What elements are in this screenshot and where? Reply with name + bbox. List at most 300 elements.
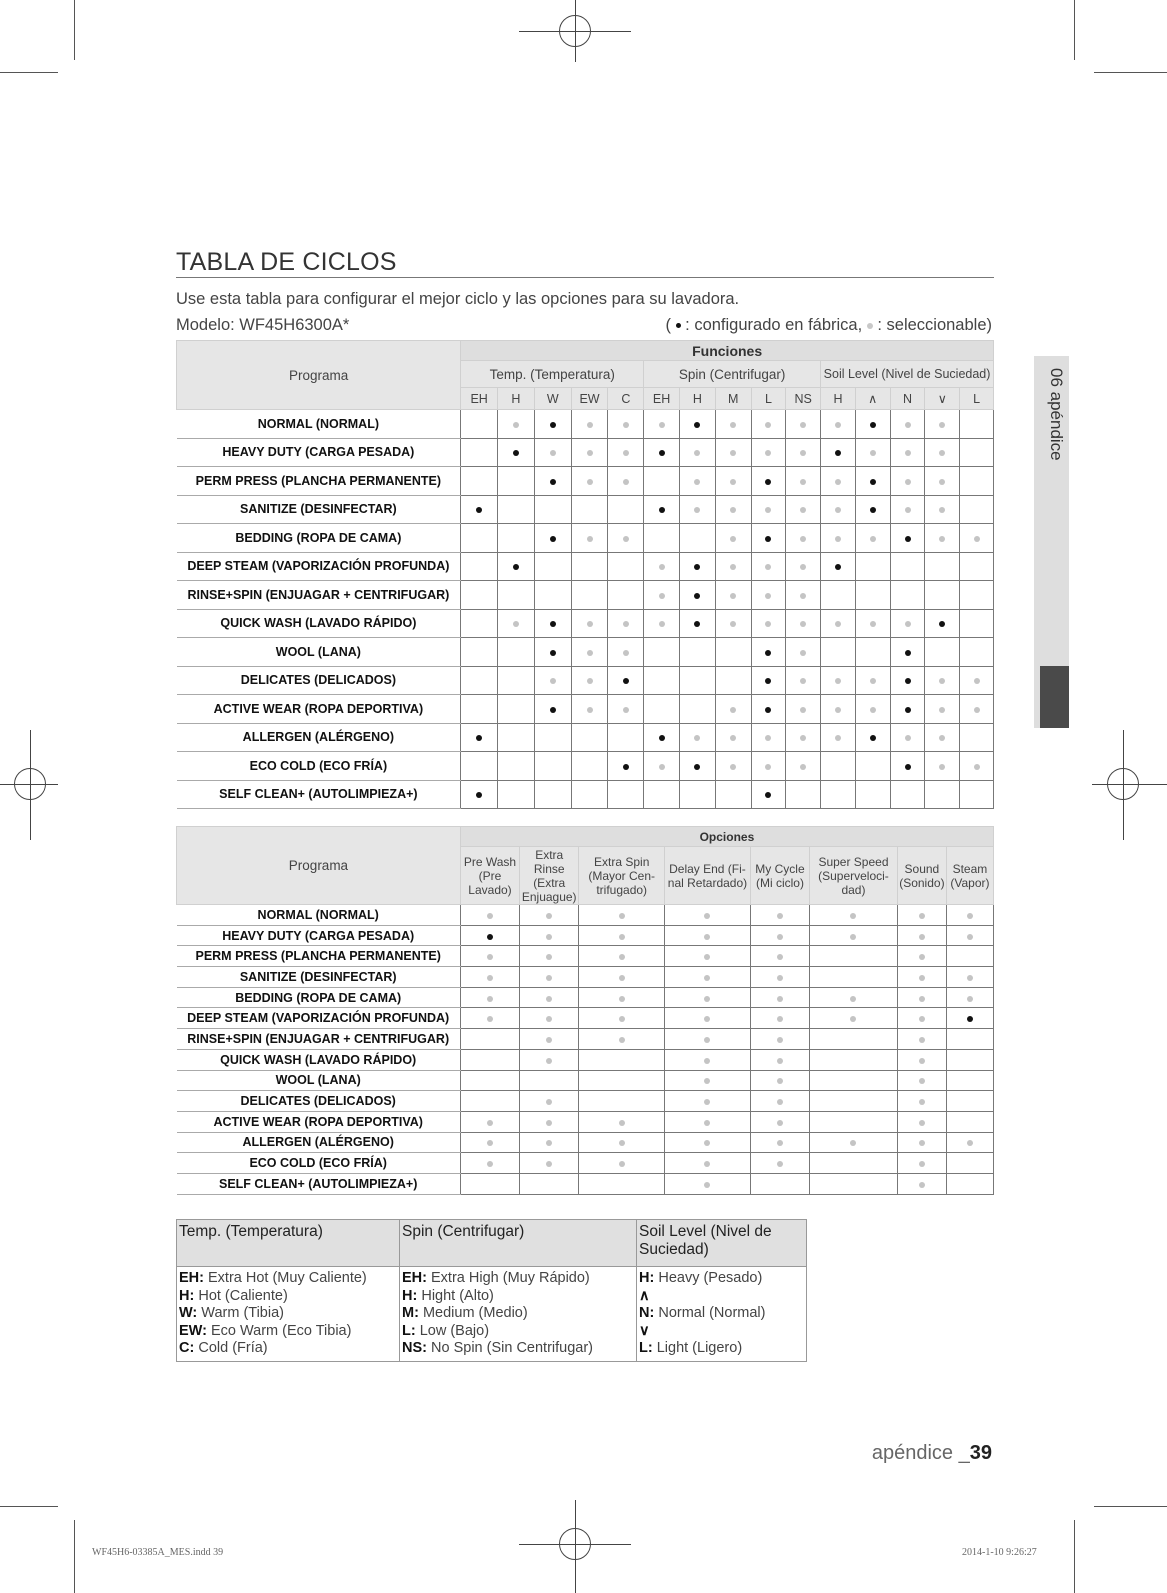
selectable-dot-icon: [546, 913, 552, 919]
option-cell: [750, 946, 809, 967]
abbr-meaning: Eco Warm (Eco Tibia): [206, 1322, 352, 1339]
page-number: [872, 1442, 992, 1465]
function-cell: [644, 524, 680, 553]
selectable-dot-icon: [777, 1058, 783, 1064]
abbr-code: M:: [402, 1305, 419, 1321]
function-cell: [498, 723, 535, 752]
function-cell: [571, 581, 608, 610]
intro-text: Use esta tabla para configurar el mejor ciclo y las opciones para su lavadora.: [176, 290, 740, 308]
selectable-dot-icon: [619, 1120, 625, 1126]
selectable-dot-icon: [974, 678, 980, 684]
selectable-dot-icon: [546, 1120, 552, 1126]
function-cell: [680, 552, 716, 581]
function-cell: [751, 695, 786, 724]
selectable-dot-icon: [587, 650, 593, 656]
function-cell: [890, 752, 925, 781]
selectable-dot-icon: [730, 621, 736, 627]
model-text: Modelo: WF45H6300A*: [176, 316, 350, 334]
factory-dot-icon: [939, 621, 945, 627]
selectable-dot-icon: [919, 1161, 925, 1167]
program-name: DEEP STEAM (VAPORIZACIÓN PROFUNDA): [177, 1008, 461, 1029]
function-cell: [571, 438, 608, 467]
function-cell: [534, 723, 571, 752]
function-cell: [461, 552, 498, 581]
selectable-dot-icon: [800, 764, 806, 770]
function-cell: [925, 467, 960, 496]
legend-select-text: : seleccionable): [872, 316, 992, 334]
selectable-dot-icon: [546, 1037, 552, 1043]
factory-dot-icon: [694, 764, 700, 770]
function-cell: [751, 552, 786, 581]
function-cell: [821, 752, 856, 781]
selectable-dot-icon: [487, 1016, 493, 1022]
factory-dot-icon: [870, 507, 876, 513]
table-row: [177, 987, 994, 1008]
selectable-dot-icon: [623, 479, 629, 485]
function-cell: [786, 495, 821, 524]
factory-dot-icon: [905, 707, 911, 713]
selectable-dot-icon: [765, 735, 771, 741]
option-cell: [897, 905, 946, 926]
option-cell: [665, 946, 751, 967]
table-row: [177, 752, 994, 781]
function-cell: [644, 495, 680, 524]
selectable-dot-icon: [694, 479, 700, 485]
selectable-dot-icon: [704, 1037, 710, 1043]
function-cell: [680, 410, 716, 439]
function-cell: [855, 695, 890, 724]
function-cell: [786, 638, 821, 667]
option-cell: [897, 1132, 946, 1153]
abbr-code: ∧: [639, 1287, 650, 1304]
function-cell: [715, 752, 751, 781]
function-cell: [786, 666, 821, 695]
option-cell: [579, 1132, 665, 1153]
option-cell: [665, 1132, 751, 1153]
function-cell: [571, 410, 608, 439]
factory-dot-icon: [905, 678, 911, 684]
function-cell: [644, 752, 680, 781]
selectable-dot-icon: [939, 450, 945, 456]
option-cell: [897, 987, 946, 1008]
function-cell: [751, 638, 786, 667]
function-cell: [751, 524, 786, 553]
selectable-dot-icon: [919, 1120, 925, 1126]
table-row: [177, 1132, 994, 1153]
abbr-header-soil: Soil Level (Nivel de Suciedad): [637, 1220, 807, 1267]
function-cell: [534, 495, 571, 524]
abbr-header-temp: Temp. (Temperatura): [177, 1220, 400, 1267]
option-cell: [750, 1153, 809, 1174]
function-cell: [925, 609, 960, 638]
selectable-dot-icon: [694, 735, 700, 741]
selectable-dot-icon: [487, 954, 493, 960]
function-cell: [715, 524, 751, 553]
selectable-dot-icon: [800, 707, 806, 713]
option-cell: [579, 967, 665, 988]
selectable-dot-icon: [704, 1078, 710, 1084]
abbr-entry: [402, 1323, 634, 1341]
group-header-soil: Soil Level (Nivel de Suciedad): [821, 361, 994, 388]
function-cell: [715, 666, 751, 695]
function-cell: [534, 581, 571, 610]
function-cell: [534, 524, 571, 553]
function-cell: [890, 666, 925, 695]
selectable-dot-icon: [967, 1140, 973, 1146]
crop-mark: [1074, 0, 1075, 60]
option-cell: [520, 1132, 579, 1153]
abbr-entry: [179, 1288, 397, 1306]
abbreviation-table: [176, 1219, 807, 1362]
option-cell: [946, 905, 993, 926]
function-cell: [644, 780, 680, 809]
function-cell: [608, 495, 644, 524]
table-row: [177, 638, 994, 667]
option-column-header: Sound (Sonido): [897, 847, 946, 905]
selectable-dot-icon: [659, 593, 665, 599]
selectable-dot-icon: [730, 593, 736, 599]
selectable-dot-icon: [850, 996, 856, 1002]
crop-mark: [74, 0, 75, 60]
abbr-soil-list: [637, 1267, 807, 1362]
registration-mark: [0, 784, 58, 785]
selectable-dot-icon: [546, 1016, 552, 1022]
abbr-entry: [402, 1288, 634, 1306]
factory-dot-icon: [694, 593, 700, 599]
function-column-header: C: [608, 388, 644, 410]
function-cell: [608, 552, 644, 581]
selectable-dot-icon: [659, 422, 665, 428]
function-cell: [960, 495, 994, 524]
selectable-dot-icon: [905, 422, 911, 428]
function-cell: [461, 666, 498, 695]
table-row: [177, 1029, 994, 1050]
function-cell: [786, 524, 821, 553]
table-row: [177, 925, 994, 946]
option-cell: [946, 1091, 993, 1112]
selectable-dot-icon: [939, 678, 945, 684]
function-cell: [608, 609, 644, 638]
function-column-header: H: [821, 388, 856, 410]
selectable-dot-icon: [587, 422, 593, 428]
factory-dot-icon: [659, 735, 665, 741]
selectable-dot-icon: [850, 1140, 856, 1146]
program-name: ECO COLD (ECO FRÍA): [177, 1153, 461, 1174]
option-cell: [810, 1049, 898, 1070]
selectable-dot-icon: [835, 707, 841, 713]
option-cell: [460, 1070, 519, 1091]
option-cell: [665, 1111, 751, 1132]
abbr-entry: [402, 1340, 634, 1358]
selectable-dot-icon: [800, 650, 806, 656]
option-cell: [897, 967, 946, 988]
function-cell: [960, 638, 994, 667]
factory-dot-icon: [765, 792, 771, 798]
option-cell: [460, 946, 519, 967]
function-column-header: EH: [461, 388, 498, 410]
option-cell: [460, 1111, 519, 1132]
option-cell: [520, 905, 579, 926]
program-name: BEDDING (ROPA DE CAMA): [177, 987, 461, 1008]
selectable-dot-icon: [850, 1016, 856, 1022]
selectable-dot-icon: [800, 479, 806, 485]
program-name: DELICATES (DELICADOS): [177, 1091, 461, 1112]
function-cell: [751, 410, 786, 439]
selectable-dot-icon: [704, 1058, 710, 1064]
function-cell: [498, 438, 535, 467]
crop-mark: [1074, 1520, 1075, 1593]
option-cell: [579, 1049, 665, 1070]
selectable-dot-icon: [765, 422, 771, 428]
function-cell: [960, 780, 994, 809]
function-cell: [680, 638, 716, 667]
dot-legend: [665, 316, 992, 335]
function-cell: [571, 666, 608, 695]
option-cell: [460, 1049, 519, 1070]
abbr-meaning: Cold (Fría): [194, 1340, 268, 1356]
option-cell: [810, 1008, 898, 1029]
function-cell: [644, 666, 680, 695]
abbr-entry: [639, 1270, 804, 1288]
abbr-entry: [639, 1340, 804, 1358]
function-cell: [680, 467, 716, 496]
function-cell: [715, 495, 751, 524]
selectable-dot-icon: [730, 507, 736, 513]
abbr-meaning: Heavy (Pesado): [654, 1270, 763, 1286]
function-cell: [715, 438, 751, 467]
selectable-dot-icon: [513, 621, 519, 627]
option-cell: [810, 925, 898, 946]
function-cell: [608, 752, 644, 781]
function-cell: [644, 638, 680, 667]
option-cell: [460, 1029, 519, 1050]
option-cell: [946, 987, 993, 1008]
table-row: [177, 467, 994, 496]
selectable-dot-icon: [919, 1016, 925, 1022]
function-cell: [960, 723, 994, 752]
crop-mark: [0, 72, 58, 73]
function-cell: [855, 438, 890, 467]
selectable-dot-icon: [835, 735, 841, 741]
function-cell: [890, 609, 925, 638]
selectable-dot-icon: [730, 735, 736, 741]
option-cell: [520, 1153, 579, 1174]
table-row: [177, 581, 994, 610]
function-cell: [680, 780, 716, 809]
abbr-header-spin: Spin (Centrifugar): [400, 1220, 637, 1267]
function-cell: [960, 695, 994, 724]
abbr-spin-list: [400, 1267, 637, 1362]
abbr-code: EW:: [179, 1322, 207, 1339]
selectable-dot-icon: [800, 564, 806, 570]
option-cell: [665, 905, 751, 926]
factory-dot-icon: [550, 707, 556, 713]
selectable-dot-icon: [546, 1140, 552, 1146]
program-name: WOOL (LANA): [177, 1070, 461, 1091]
factory-dot-icon: [835, 450, 841, 456]
selectable-dot-icon: [919, 1058, 925, 1064]
function-cell: [751, 581, 786, 610]
option-cell: [579, 1008, 665, 1029]
option-cell: [750, 1008, 809, 1029]
selectable-dot-icon: [800, 735, 806, 741]
option-column-header: Extra Rinse (Extra Enjuague): [520, 847, 579, 905]
option-cell: [897, 946, 946, 967]
table-row: [177, 723, 994, 752]
table-row: [177, 609, 994, 638]
function-cell: [680, 581, 716, 610]
function-cell: [534, 666, 571, 695]
program-name: BEDDING (ROPA DE CAMA): [177, 524, 461, 553]
function-column-header: NS: [786, 388, 821, 410]
factory-dot-icon: [476, 507, 482, 513]
function-cell: [534, 780, 571, 809]
selectable-dot-icon: [546, 934, 552, 940]
function-cell: [644, 695, 680, 724]
function-cell: [960, 609, 994, 638]
selectable-dot-icon: [546, 1099, 552, 1105]
function-cell: [644, 410, 680, 439]
abbr-entry: [179, 1270, 397, 1288]
selectable-dot-icon: [765, 593, 771, 599]
option-cell: [520, 1070, 579, 1091]
footer-file: WF45H6-03385A_MES.indd 39: [92, 1547, 224, 1558]
option-cell: [665, 1070, 751, 1091]
option-cell: [520, 967, 579, 988]
function-column-header: H: [498, 388, 535, 410]
function-cell: [534, 638, 571, 667]
group-header-spin: Spin (Centrifugar): [644, 361, 821, 388]
option-cell: [579, 905, 665, 926]
option-cell: [946, 1173, 993, 1194]
selectable-dot-icon: [623, 707, 629, 713]
function-column-header: L: [751, 388, 786, 410]
function-cell: [890, 638, 925, 667]
function-cell: [571, 723, 608, 752]
function-cell: [461, 638, 498, 667]
selectable-dot-icon: [777, 1140, 783, 1146]
abbr-meaning: Extra High (Muy Rápido): [426, 1270, 590, 1286]
option-cell: [520, 1029, 579, 1050]
function-cell: [925, 780, 960, 809]
option-cell: [665, 1008, 751, 1029]
option-cell: [750, 925, 809, 946]
section-tab-label: 06 apéndice: [1047, 368, 1066, 461]
selectable-dot-icon: [777, 954, 783, 960]
factory-dot-icon: [659, 450, 665, 456]
program-name: SANITIZE (DESINFECTAR): [177, 495, 461, 524]
option-cell: [810, 905, 898, 926]
option-cell: [750, 1132, 809, 1153]
option-cell: [750, 1029, 809, 1050]
option-cell: [520, 925, 579, 946]
selectable-dot-icon: [777, 1120, 783, 1126]
selectable-dot-icon: [487, 996, 493, 1002]
program-name: SELF CLEAN+ (AUTOLIMPIEZA+): [177, 780, 461, 809]
function-cell: [925, 666, 960, 695]
option-cell: [460, 1153, 519, 1174]
legend-factory-text: : configurado en fábrica,: [680, 316, 867, 334]
table-row: [177, 552, 994, 581]
abbr-code: H:: [402, 1287, 418, 1304]
selectable-dot-icon: [919, 975, 925, 981]
selectable-dot-icon: [919, 996, 925, 1002]
registration-mark: [575, 0, 576, 62]
function-cell: [534, 410, 571, 439]
selectable-dot-icon: [730, 479, 736, 485]
function-cell: [855, 495, 890, 524]
option-cell: [579, 1091, 665, 1112]
function-cell: [890, 552, 925, 581]
function-cell: [960, 581, 994, 610]
function-cell: [890, 410, 925, 439]
program-name: ACTIVE WEAR (ROPA DEPORTIVA): [177, 695, 461, 724]
function-cell: [786, 695, 821, 724]
selectable-dot-icon: [623, 621, 629, 627]
table-row: [177, 1049, 994, 1070]
abbr-code: W:: [179, 1305, 198, 1321]
selectable-dot-icon: [800, 593, 806, 599]
selectable-dot-icon: [730, 536, 736, 542]
function-cell: [890, 695, 925, 724]
function-cell: [890, 780, 925, 809]
function-cell: [786, 752, 821, 781]
factory-dot-icon: [550, 479, 556, 485]
option-cell: [460, 1173, 519, 1194]
table-row: [177, 1091, 994, 1112]
selectable-dot-icon: [919, 1078, 925, 1084]
function-cell: [925, 438, 960, 467]
abbr-code: EH:: [402, 1270, 427, 1286]
function-cell: [890, 581, 925, 610]
selectable-dot-icon: [730, 422, 736, 428]
function-cell: [644, 552, 680, 581]
option-column-header: Pre Wash (Pre Lavado): [460, 847, 519, 905]
option-cell: [810, 1153, 898, 1174]
selectable-dot-icon: [800, 422, 806, 428]
table-row: [177, 946, 994, 967]
factory-dot-icon: [905, 536, 911, 542]
program-name: HEAVY DUTY (CARGA PESADA): [177, 438, 461, 467]
option-cell: [579, 1111, 665, 1132]
function-cell: [608, 695, 644, 724]
function-cell: [461, 780, 498, 809]
option-cell: [946, 1132, 993, 1153]
function-cell: [644, 467, 680, 496]
option-cell: [520, 1008, 579, 1029]
function-cell: [786, 581, 821, 610]
selectable-dot-icon: [587, 621, 593, 627]
selectable-dot-icon: [974, 764, 980, 770]
function-cell: [890, 495, 925, 524]
function-cell: [786, 723, 821, 752]
abbr-entry: [639, 1323, 804, 1341]
abbr-meaning: Light (Ligero): [652, 1340, 743, 1356]
factory-dot-icon: [550, 650, 556, 656]
function-cell: [821, 609, 856, 638]
option-cell: [520, 946, 579, 967]
abbr-entry: [179, 1305, 397, 1323]
selectable-dot-icon: [919, 934, 925, 940]
program-name: HEAVY DUTY (CARGA PESADA): [177, 925, 461, 946]
factory-dot-icon: [967, 1016, 973, 1022]
option-column-header: My Cycle (Mi ciclo): [750, 847, 809, 905]
function-column-header: L: [960, 388, 994, 410]
program-name: PERM PRESS (PLANCHA PERMANENTE): [177, 467, 461, 496]
option-cell: [579, 1153, 665, 1174]
option-cell: [810, 946, 898, 967]
function-cell: [925, 581, 960, 610]
